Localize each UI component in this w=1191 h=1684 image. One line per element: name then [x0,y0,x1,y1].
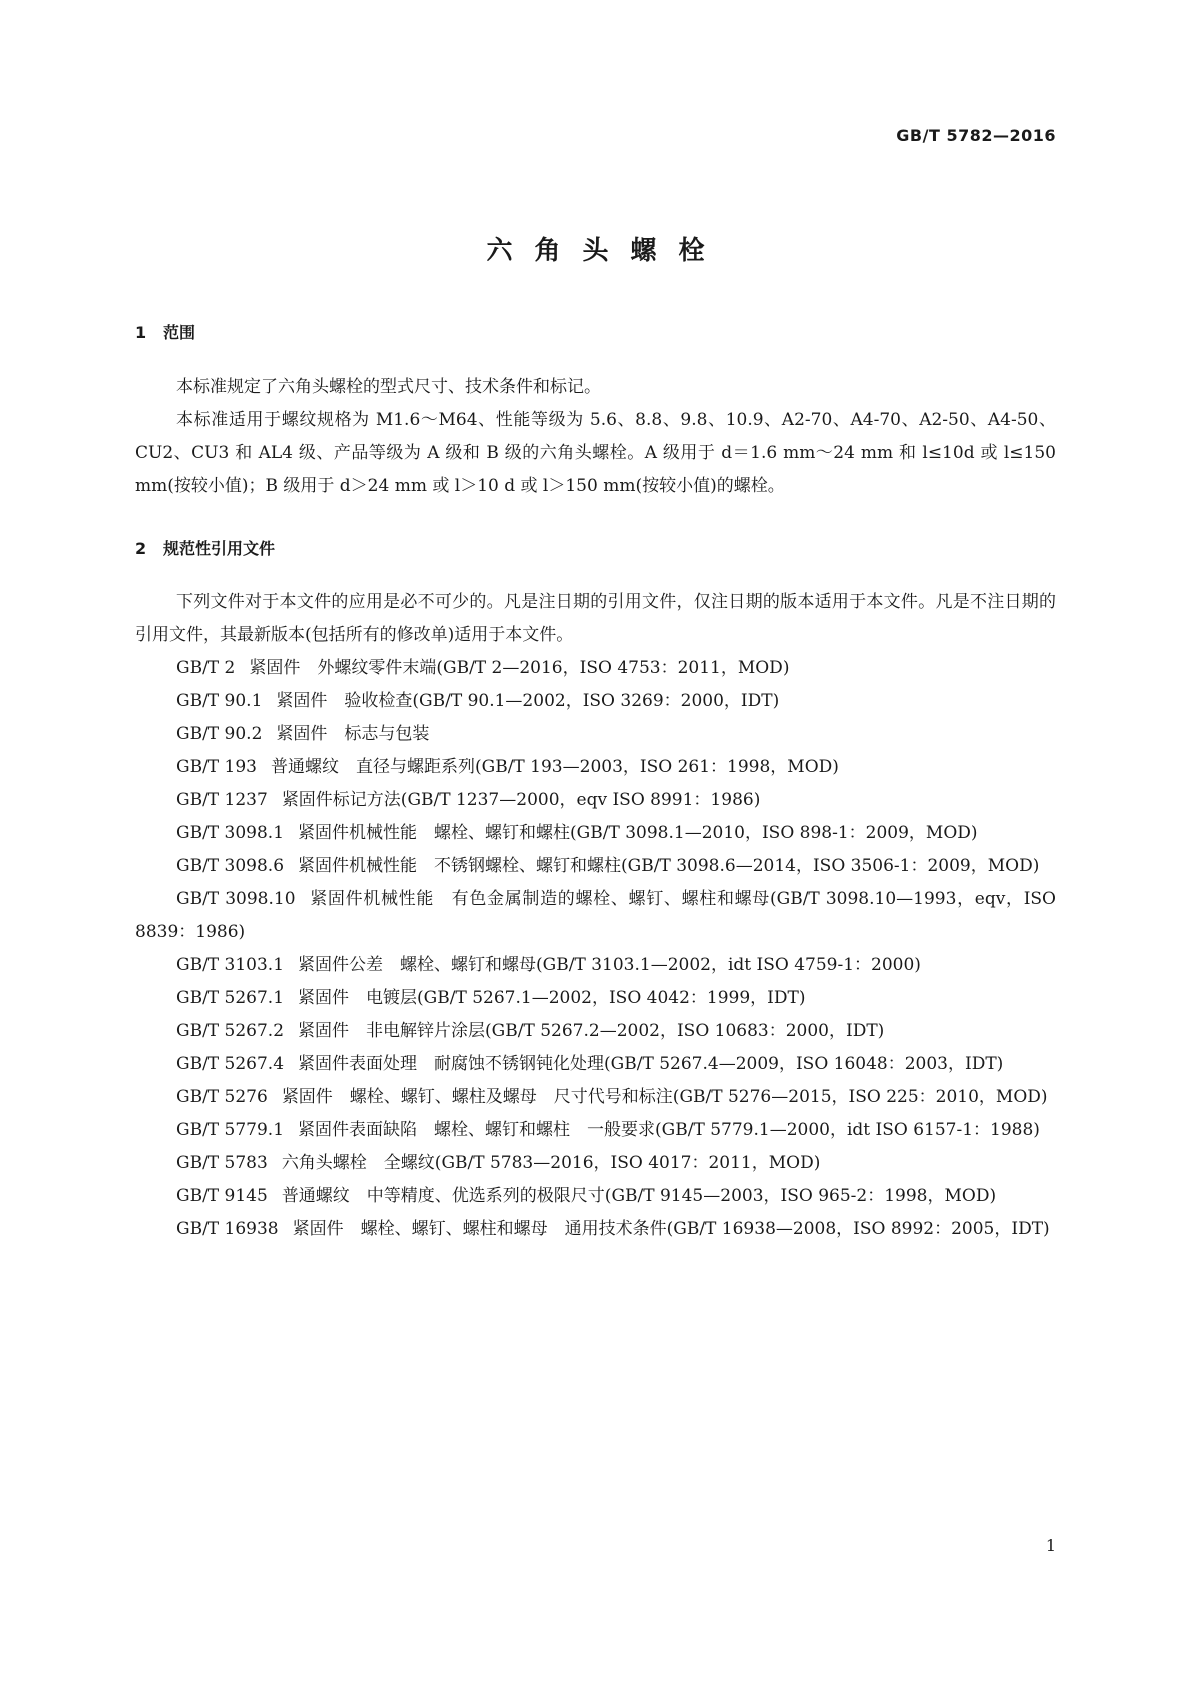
reference-item [135,817,1056,850]
reference-code: GB/T 1237 [176,790,268,810]
reference-code: GB/T 3098.1 [176,823,285,843]
section-2-heading [135,536,275,559]
reference-title: 紧固件 验收检查(GB/T 90.1—2002，ISO 3269：2000，IDT) [276,691,780,711]
reference-title: 紧固件机械性能 不锈钢螺栓、螺钉和螺柱(GB/T 3098.6—2014，ISO 3506-1：2009，MOD) [298,856,1040,876]
reference-item [135,1015,1056,1048]
reference-code: GB/T 193 [176,757,257,777]
reference-title: 紧固件机械性能 螺栓、螺钉和螺柱(GB/T 3098.1—2010，ISO 898-1：2009，MOD) [298,823,978,843]
references-intro: 下列文件对于本文件的应用是必不可少的。凡是注日期的引用文件，仅注日期的版本适用于本文件。凡是不注日期的引用文件，其最新版本(包括所有的修改单)适用于本文件。 [135,592,1056,645]
reference-code: GB/T 2 [176,658,236,678]
reference-title: 六角头螺栓 全螺纹(GB/T 5783—2016，ISO 4017：2011，MOD) [281,1153,821,1173]
reference-title: 紧固件 螺栓、螺钉、螺柱及螺母 尺寸代号和标注(GB/T 5276—2015，ISO 225：2010，MOD) [281,1087,1048,1107]
section-2-number: 2 [135,539,147,558]
reference-code: GB/T 3098.10 [176,889,296,909]
reference-item [135,949,1056,982]
section-1-heading [135,320,195,343]
reference-item [135,718,1056,751]
reference-code: GB/T 3103.1 [176,955,285,975]
reference-title: 紧固件 电镀层(GB/T 5267.1—2002，ISO 4042：1999，IDT) [298,988,806,1008]
reference-item [135,751,1056,784]
section-1-number: 1 [135,323,147,342]
reference-item [135,1147,1056,1180]
reference-code: GB/T 5267.1 [176,988,285,1008]
scope-paragraph-2: 本标准适用于螺纹规格为 M1.6～M64、性能等级为 5.6、8.8、9.8、10.9、A2-70、A4-70、A2-50、A4-50、CU2、CU3 和 AL4 级、产品等级为 A 级和 B 级的六角头螺栓。A 级用于 d＝1.6 mm～24 mm 和 l≤10d 或 l≤150 mm(按较小值)；B 级用于 d＞24 mm 或 l＞10 d 或 l＞150 mm(按较小值)的螺栓。 [135,410,1056,496]
reference-code: GB/T 5783 [176,1153,268,1173]
reference-title: 普通螺纹 中等精度、优选系列的极限尺寸(GB/T 9145—2003，ISO 965-2：1998，MOD) [281,1186,997,1206]
reference-code: GB/T 90.2 [176,724,263,744]
reference-title: 紧固件 非电解锌片涂层(GB/T 5267.2—2002，ISO 10683：2000，IDT) [298,1021,885,1041]
reference-code: GB/T 16938 [176,1219,279,1239]
reference-item [135,1048,1056,1081]
reference-title: 紧固件公差 螺栓、螺钉和螺母(GB/T 3103.1—2002，idt ISO 4759-1：2000) [298,955,921,975]
scope-paragraph-1: 本标准规定了六角头螺栓的型式尺寸、技术条件和标记。 [176,377,601,397]
reference-item [135,1081,1056,1114]
reference-list [135,652,1056,1246]
reference-title: 紧固件表面处理 耐腐蚀不锈钢钝化处理(GB/T 5267.4—2009，ISO 16048：2003，IDT) [298,1054,1004,1074]
page-number: 1 [1045,1536,1056,1555]
section-1-body [135,371,1056,503]
reference-item [135,1180,1056,1213]
reference-item [135,982,1056,1015]
reference-item [135,883,1056,949]
section-2-title: 规范性引用文件 [163,539,276,558]
reference-code: GB/T 90.1 [176,691,263,711]
reference-item [135,850,1056,883]
reference-title: 普通螺纹 直径与螺距系列(GB/T 193—2003，ISO 261：1998，MOD) [271,757,839,777]
reference-title: 紧固件 外螺纹零件末端(GB/T 2—2016，ISO 4753：2011，MOD) [249,658,790,678]
reference-title: 紧固件表面缺陷 螺栓、螺钉和螺柱 一般要求(GB/T 5779.1—2000，idt ISO 6157-1：1988) [298,1120,1040,1140]
reference-item [135,784,1056,817]
reference-item [135,1114,1056,1147]
reference-item [135,1213,1056,1246]
reference-code: GB/T 5267.2 [176,1021,285,1041]
reference-code: GB/T 5276 [176,1087,268,1107]
reference-title: 紧固件 螺栓、螺钉、螺柱和螺母 通用技术条件(GB/T 16938—2008，ISO 8992：2005，IDT) [292,1219,1050,1239]
reference-code: GB/T 5267.4 [176,1054,285,1074]
reference-title: 紧固件机械性能 有色金属制造的螺栓、螺钉、螺柱和螺母(GB/T 3098.10—1993，eqv，ISO 8839：1986) [135,889,1056,942]
section-2-body [135,586,1056,1246]
section-1-title: 范围 [163,323,196,342]
reference-code: GB/T 3098.6 [176,856,285,876]
reference-title: 紧固件标记方法(GB/T 1237—2000，eqv ISO 8991：1986) [281,790,761,810]
document-title: 六角头螺栓 [486,236,727,266]
standard-number: GB/T 5782—2016 [896,126,1056,145]
reference-code: GB/T 5779.1 [176,1120,285,1140]
reference-item [135,652,1056,685]
reference-title: 紧固件 标志与包装 [276,724,430,744]
reference-code: GB/T 9145 [176,1186,268,1206]
reference-item [135,685,1056,718]
